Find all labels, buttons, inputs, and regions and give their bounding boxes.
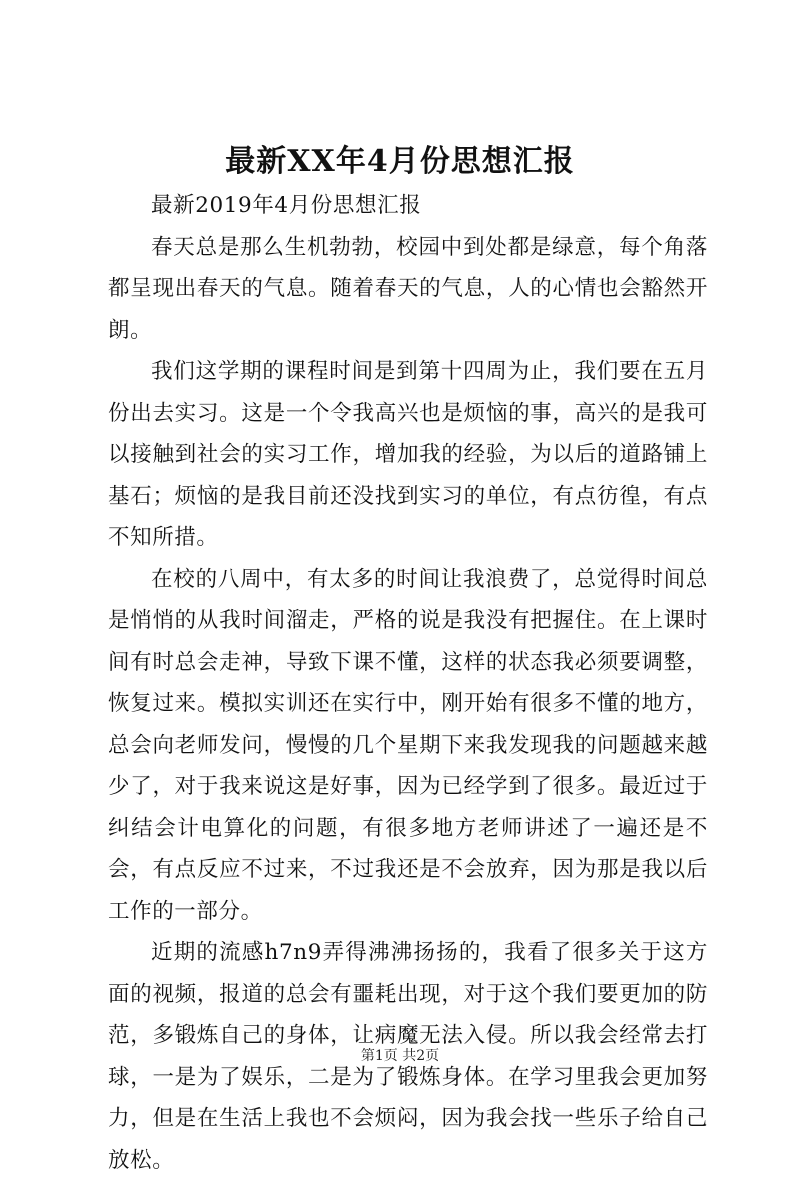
document-title: 最新XX年4月份思想汇报 (225, 144, 575, 179)
paragraph-health: 近期的流感h7n9弄得沸沸扬扬的，我看了很多关于这方面的视频，报道的总会有噩耗出现，对于这个我们要更加的防范，多锻炼自己的身体，让病魔无法入侵。所以我会经常去打球，一是为了娱乐，二是为了锻炼身体。在学习里我会更加努力，但是在生活上我也不会烦闷，因为我会找一些乐子给自己放松。 (108, 940, 708, 1173)
paragraph-spring: 春天总是那么生机勃勃，校园中到处都是绿意，每个角落都呈现出春天的气息。随着春天的气息，人的心情也会豁然开朗。 (108, 234, 708, 343)
paragraph-study: 在校的八周中，有太多的时间让我浪费了，总觉得时间总是悄悄的从我时间溜走，严格的说是我没有把握住。在上课时间有时总会走神，导致下课不懂，这样的状态我必须要调整，恢复过来。模拟实训还在实行中，刚开始有很多不懂的地方，总会向老师发问，慢慢的几个星期下来我发现我的问题越来越少了，对于我来说这是好事，因为已经学到了很多。最近过于纠结会计电算化的问题，有很多地方老师讲述了一遍还是不会，有点反应不过来，不过我还是不会放弃，因为那是我以后工作的一部分。 (108, 566, 708, 924)
paragraph-subtitle: 最新2019年4月份思想汇报 (151, 193, 422, 218)
paragraph-internship: 我们这学期的课程时间是到第十四周为止，我们要在五月份出去实习。这是一个令我高兴也是烦恼的事，高兴的是我可以接触到社会的实习工作，增加我的经验，为以后的道路铺上基石；烦恼的是我目前还没找到实习的单位，有点彷徨，有点不知所措。 (108, 359, 708, 550)
page-footer: 第1页 共2页 (360, 1048, 440, 1064)
document-body (108, 185, 708, 1181)
